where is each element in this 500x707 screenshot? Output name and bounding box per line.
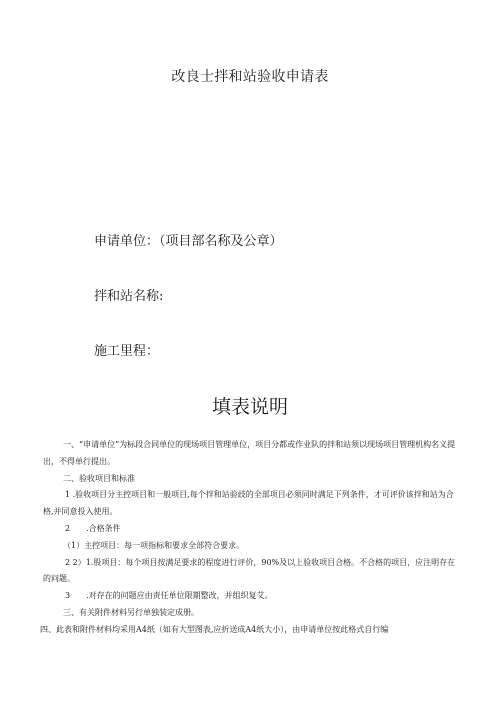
station-name-field: 拌和站名称: [94, 289, 164, 304]
instruction-paragraph: 二、验收项目和标准 [63, 473, 135, 483]
applicant-field: 申请单位：（项目部名称及公章） [94, 234, 283, 249]
instructions-body [40, 437, 459, 639]
instruction-paragraph: 2 2）1.股项目：每个项目按满足要求的程度进行评价，90%及以上验收项目合格。不合格的项目，应注明存在的问题。 [43, 557, 456, 584]
instructions-title: 填表说明 [211, 396, 288, 418]
instruction-paragraph: 三、有关附件材料另行单独装定成册。 [63, 607, 199, 617]
instruction-paragraph: （1）主控项目：每一项指标和要求全部符合要求。 [63, 540, 245, 550]
instruction-paragraph: 四、此表和附件材料均采用A4纸（如有大型图表,应折送成A4纸大小），由申请单位按此格式自行编 [40, 624, 389, 634]
instruction-paragraph: 一、“申请单位”为标段合同单位的现场项目管理单位，项目分都或作业队的拌和站须以现场项目管理机构名义提出，不得单行提出。 [43, 440, 456, 466]
document-title: 改良士拌和站验收申请表 [171, 69, 329, 85]
instruction-paragraph: 2 .合格条件 [65, 523, 121, 533]
instruction-paragraph: 1 .验收项目分主控项目和一般项目,每个拌和站验歧的全部项目必须同时满足下列条件，才可评价该拌和站为合格,并同意投入使用。 [43, 490, 454, 517]
mileage-field: 施工里程： [94, 344, 160, 359]
instruction-paragraph: 3 .对存在的问题应由责任单位限期整改，并组织复艾。 [65, 591, 273, 601]
